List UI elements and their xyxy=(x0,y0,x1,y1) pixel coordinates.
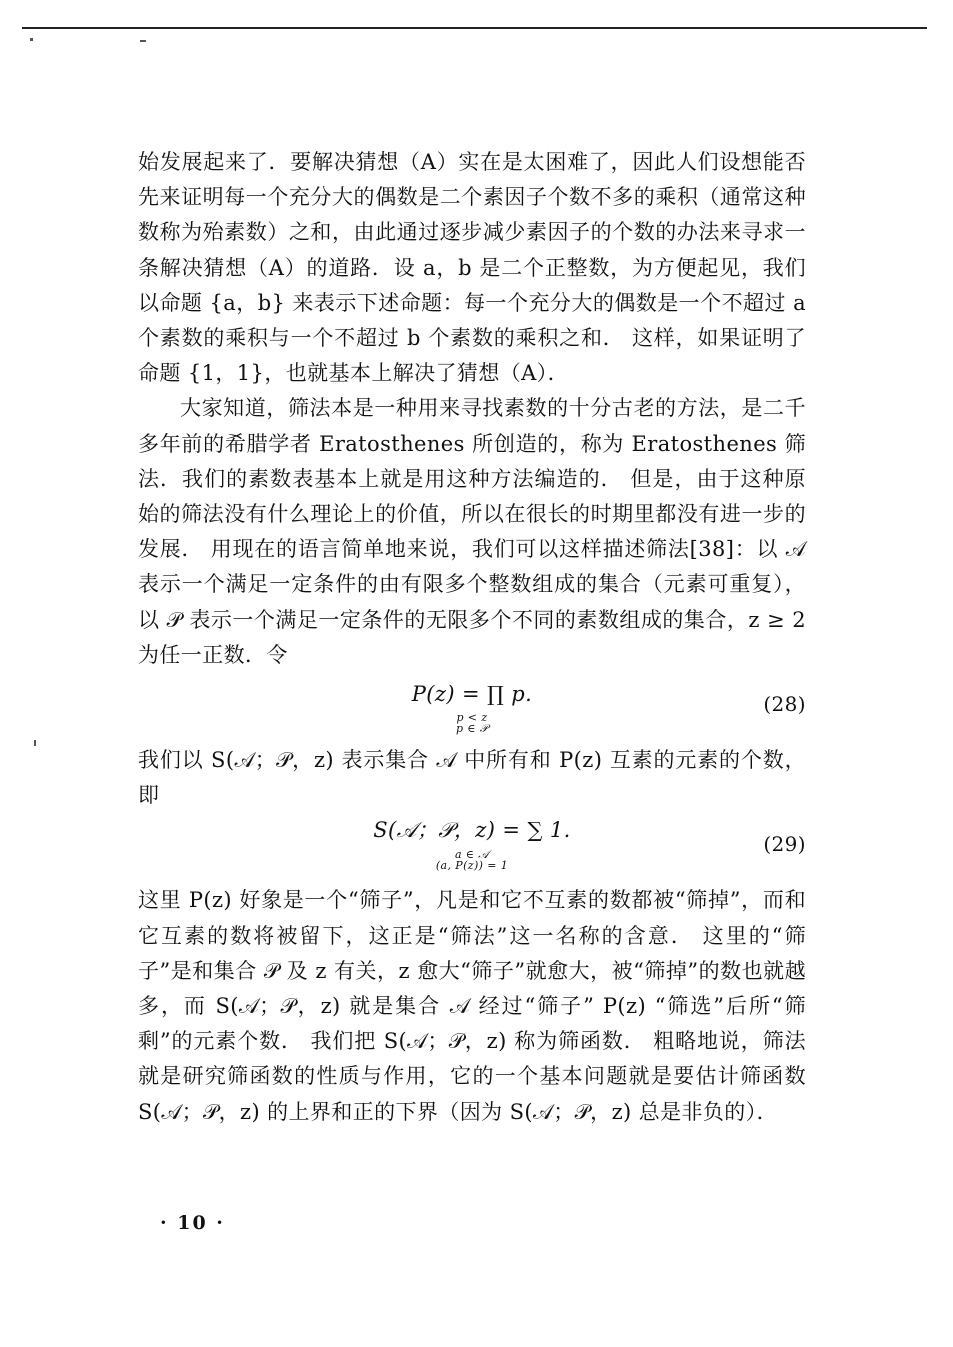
equation-subscript: p < z xyxy=(456,711,488,725)
paragraph: 这里 P(z) 好象是一个“筛子”，凡是和它不互素的数都被“筛掉”，而和它互素的数将被留下，这正是“筛法”这一名称的含意． 这里的“筛子”是和集合 𝒫 及 z 有关，z 愈大“筛子”就愈大，被“筛掉”的数也就越多，而 S(𝒜；𝒫，z) 就是集合 𝒜 经过“筛子” P(z) “筛选”后所“筛剩”的元素个数． 我们把 S(𝒜；𝒫，z) 称为筛函数． 粗略地说，筛法就是研究筛函数的性质与作用，它的一个基本问题就是要估计筛函数 S(𝒜；𝒫，z) 的上界和正的下界（因为 S(𝒜；𝒫，z) 总是非负的）． xyxy=(138,888,806,1124)
equation-body xyxy=(138,677,806,734)
scan-noise xyxy=(140,40,146,42)
equation-29 xyxy=(138,813,806,883)
equation-subscript: a ∈ 𝒜 xyxy=(454,847,490,861)
paragraph: 我们以 S(𝒜；𝒫，z) 表示集合 𝒜 中所有和 P(z) 互素的元素的个数，即 xyxy=(138,748,806,808)
equation-28 xyxy=(138,673,806,743)
paragraph: 大家知道，筛法本是一种用来寻找素数的十分古老的方法，是二千多年前的希腊学者 Eratosthenes 所创造的，称为 Eratosthenes 筛法．我们的素数表基本上就是用这种方法编造的． 但是，由于这种原始的筛法没有什么理论上的价值，所以在很长的时期里都没有进一步的发展． 用现在的语言简单地来说，我们可以这样描述筛法[38]：以 𝒜 表示一个满足一定条件的由有限多个整数组成的集合（元素可重复），以 𝒫 表示一个满足一定条件的无限多个不同的素数组成的集合，z ≥ 2 为任一正数．令 xyxy=(138,396,806,667)
equation-subscript: (a, P(z)) = 1 xyxy=(435,858,509,872)
page-body xyxy=(138,145,806,1130)
header-rule xyxy=(22,27,927,29)
equation-number: (28) xyxy=(763,692,806,717)
scan-noise xyxy=(30,38,33,41)
equation-main: P(z) = ∏ p. xyxy=(411,682,533,707)
equation-subscript: p ∈ 𝒫 xyxy=(455,722,489,736)
paragraph: 始发展起来了．要解决猜想（A）实在是太困难了，因此人们设想能否先来证明每一个充分大的偶数是二个素因子个数不多的乘积（通常这种数称为殆素数）之和，由此通过逐步减少素因子的个数的办法来寻求一条解决猜想（A）的道路．设 a，b 是二个正整数，为方便起见，我们以命题 {a，b} 来表示下述命题：每一个充分大的偶数是一个不超过 a 个素数的乘积与一个不超过 b 个素数的乘积之和． 这样，如果证明了命题 {1，1}，也就基本上解决了猜想（A）． xyxy=(138,150,806,386)
scan-noise xyxy=(34,740,36,746)
equation-number: (29) xyxy=(763,832,806,857)
page-number: · 10 · xyxy=(160,1212,225,1234)
equation-body xyxy=(138,813,806,870)
equation-main: S(𝒜；𝒫，z) = ∑ 1. xyxy=(373,818,571,843)
